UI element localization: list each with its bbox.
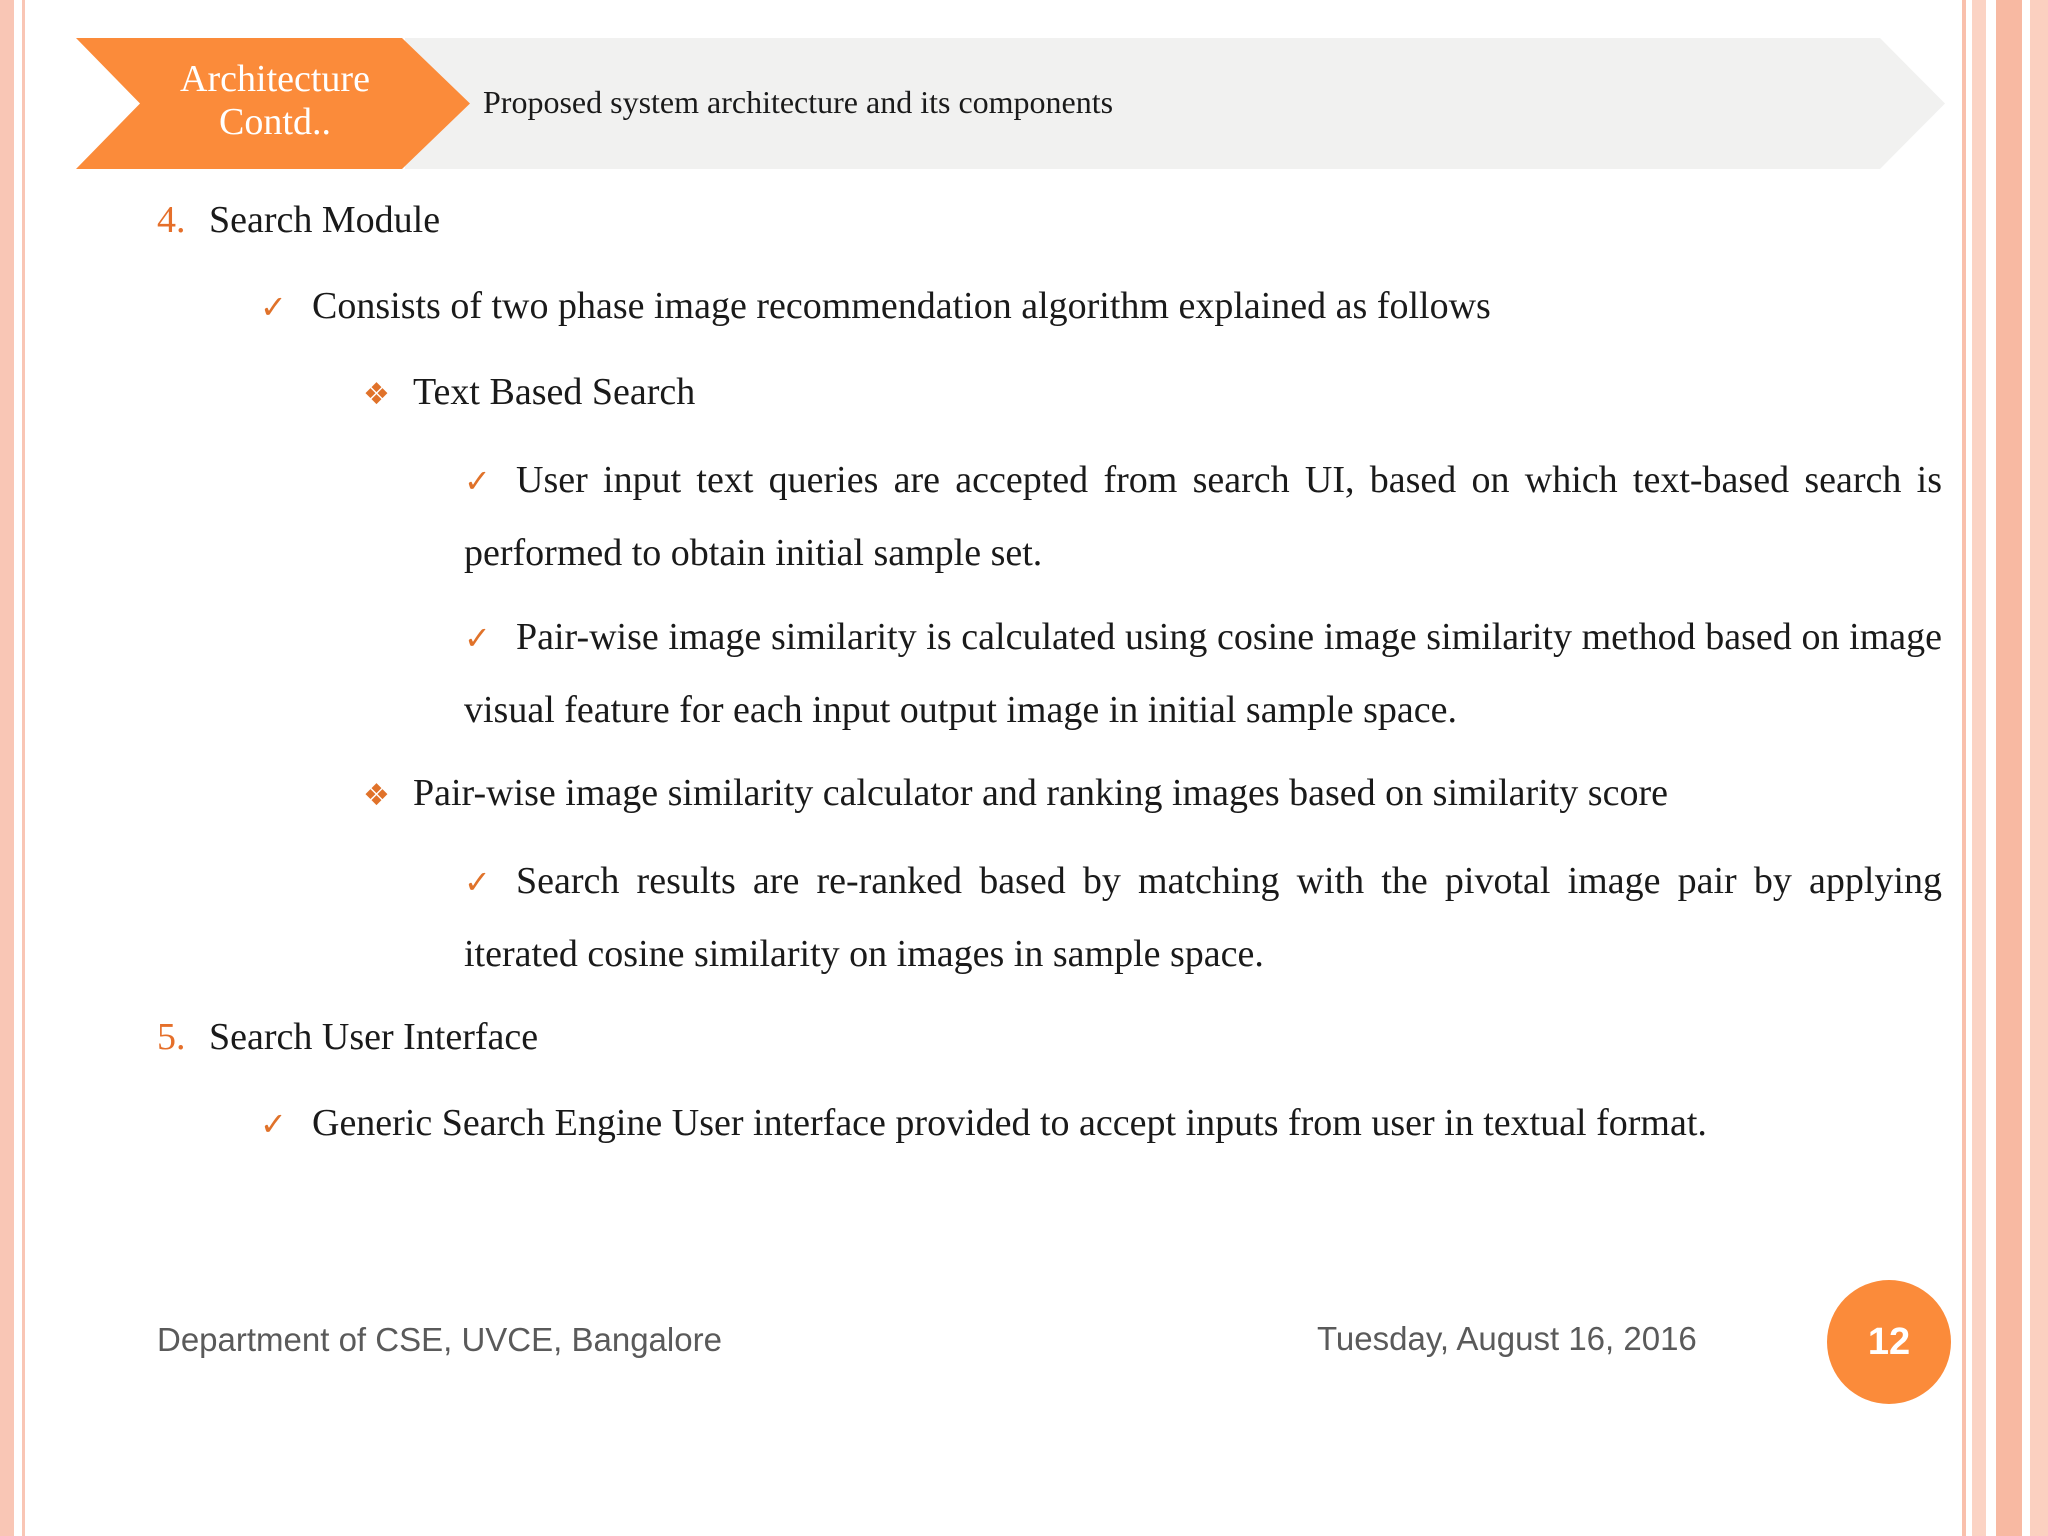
checkmark-icon: ✓ [464,462,491,500]
right-border-line-1 [1962,0,1966,1536]
slide-subtitle: Proposed system architecture and its components [483,84,1114,120]
paragraph-text: Pair-wise image similarity is calculated using cosine image similarity method based on image visual feature for each input output image in initial sample space. [464,616,1942,731]
paragraph-text: Search results are re-ranked based by matching with the pivotal image pair by applying iterated cosine similarity on images in sample space. [464,860,1942,975]
bullet-point [260,1101,1707,1145]
checkmark-icon: ✓ [260,1105,287,1143]
checkmark-icon: ✓ [464,619,491,657]
left-border-thin [22,0,25,1536]
list-item-5 [157,1015,538,1059]
list-item-4 [157,198,440,242]
checkmark-icon: ✓ [464,863,491,901]
page-number: 12 [1867,1320,1911,1363]
left-border-thick [0,0,14,1536]
list-number: 5. [157,1016,186,1058]
section-title: Architecture Contd.. [180,58,370,143]
list-item-title: Search User Interface [209,1016,539,1058]
sub-bullet-phase1 [363,370,695,414]
paragraph-point [464,845,1942,990]
sub-bullet-text: Pair-wise image similarity calculator and ranking images based on similarity score [413,772,1668,814]
list-number: 4. [157,199,186,241]
sub-bullet-phase2 [363,771,1668,815]
list-item-title: Search Module [209,199,441,241]
checkmark-icon: ✓ [260,288,287,326]
paragraph-point [464,444,1942,589]
paragraph-text: User input text queries are accepted from search UI, based on which text-based search is performed to obtain initial sample set. [464,459,1942,574]
right-border-line-4 [2030,0,2048,1536]
right-border-line-2 [1972,0,1986,1536]
sub-bullet-text: Text Based Search [413,371,696,413]
bullet-intro [260,284,1491,328]
bullet-text: Generic Search Engine User interface provided to accept inputs from user in textual format. [312,1102,1707,1144]
diamond-icon: ❖ [363,778,390,813]
paragraph-point [464,601,1942,746]
right-border-line-3 [1996,0,2022,1536]
page-number-badge [1827,1280,1951,1404]
footer-date: Tuesday, August 16, 2016 [1317,1320,1697,1357]
diamond-icon: ❖ [363,377,390,412]
footer-department: Department of CSE, UVCE, Bangalore [157,1321,722,1358]
bullet-text: Consists of two phase image recommendation algorithm explained as follows [312,285,1491,327]
